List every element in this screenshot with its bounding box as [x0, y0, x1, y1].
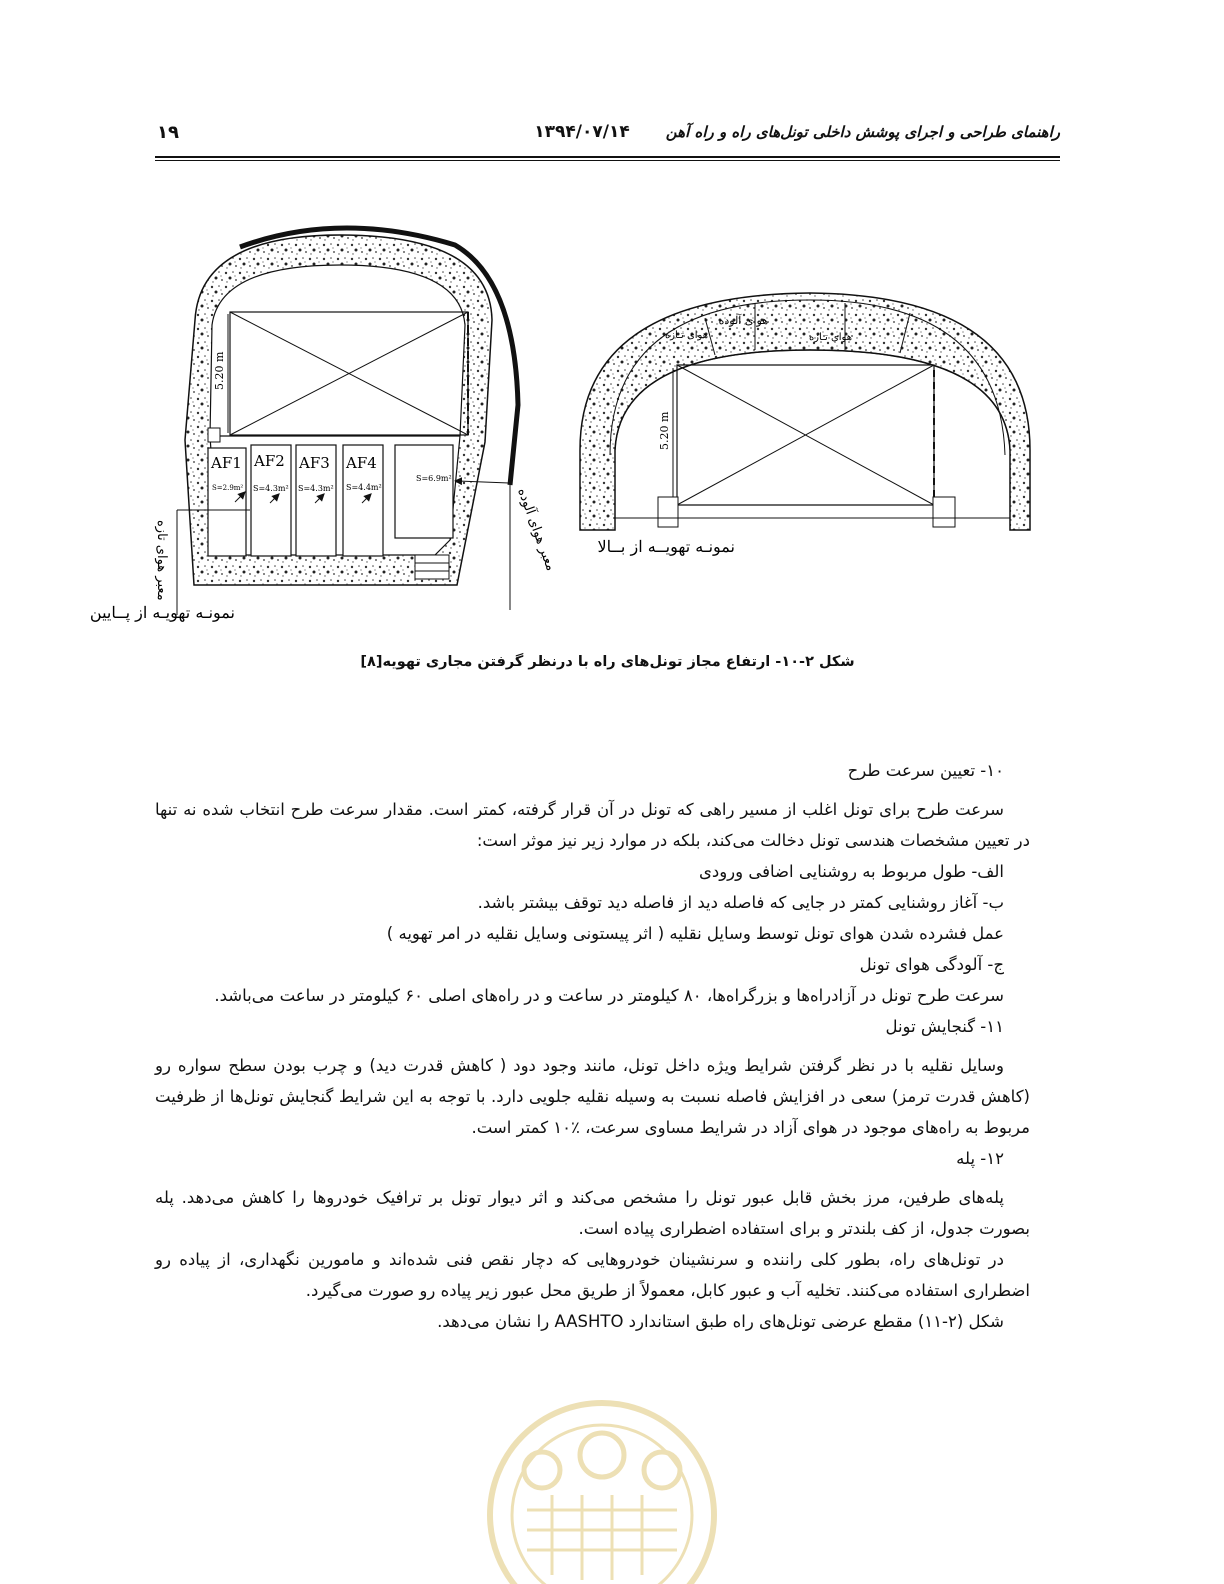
duct-af4-area: S=4.4m² [346, 483, 382, 492]
fresh-air-channel-label: معبر هوای تازه [154, 520, 169, 601]
duct-af1-label: AF1 [211, 454, 242, 472]
fresh-air-right-label: هوای تـازه [808, 332, 852, 343]
duct-af1-area: S=2.9m² [212, 484, 244, 492]
section-11-heading: ۱۱- گنجایش تونل [885, 1017, 1004, 1036]
tunnel-cross-sections [89, 200, 1060, 640]
body-text [155, 755, 1030, 1337]
header-rule [155, 156, 1060, 158]
duct-af3-label: AF3 [299, 454, 330, 472]
right-diagram-sublabel: نمونـه تهویــه از بــالا [597, 537, 735, 556]
list-item-b: ب- آغاز روشنایی کمتر در جایی که فاصله دید از فاصله دید توقف بیشتر باشد. [477, 893, 1004, 912]
section-12-paragraph-2: در تونل‌های راه، بطور کلی راننده و سرنشینان خودروهایی که دچار نقص فنی شده‌اند و مامورین نگهداری، از پیاده رو اضطراری استفاده می‌کنند. تخلیه آب و عبور کابل، معمولاً از طریق محل عبور زیر پیاده رو صورت می‌گیرد. [155, 1250, 1030, 1300]
top-ventilation-diagram [580, 293, 1030, 556]
duct-af2-label: AF2 [254, 452, 285, 470]
exhaust-area: S=6.9m² [416, 474, 452, 483]
list-item-b-continued: عمل فشرده شدن هوای تونل توسط وسایل نقلیه ( اثر پیستونی وسایل نقلیه در امر تهویه ) [386, 924, 1004, 943]
section-10-paragraph-2: سرعت طرح تونل در آزادراه‌ها و بزرگراه‌ها، ۸۰ کیلومتر در ساعت و در راه‌های اصلی ۶۰ کیلومتر در ساعت می‌باشد. [214, 986, 1004, 1005]
left-height-label: 5.20 m [213, 351, 226, 390]
section-11-paragraph: وسایل نقلیه با در نظر گرفتن شرایط ویژه داخل تونل، مانند وجود دود ( کاهش قدرت دید) و چرب بودن سطح سواره رو (کاهش قدرت ترمز) سعی در افزایش فاصله نسبت به وسیله نقلیه جلویی دارد. با توجه به این شرایط گنجایش تونل‌ها از ظرفیت مربوط به راه‌های موجود در هوای آزاد در شرایط مساوی سرعت، ٪۱۰ کمتر است. [155, 1056, 1030, 1137]
ventilation-figure [89, 200, 1060, 640]
fresh-air-left-label: هوای تـازه [664, 330, 708, 341]
right-height-label: 5.20 m [658, 411, 671, 450]
section-12-paragraph-3: شکل (۲-۱۱) مقطع عرضی تونل‌های راه طبق استاندارد AASHTO را نشان می‌دهد. [437, 1312, 1004, 1331]
list-item-c: ج- آلودگی هوای تونل [859, 955, 1004, 974]
bottom-ventilation-diagram [90, 228, 560, 622]
book-title: راهنمای طراحی و اجرای پوشش داخلی تونل‌های راه و راه آهن [665, 123, 1060, 141]
page-number: ۱۹ [157, 122, 179, 143]
duct-af2-area: S=4.3m² [253, 484, 289, 493]
section-12-heading: ۱۲- پله [956, 1149, 1004, 1168]
left-diagram-sublabel: نمونـه تهویـه از پــایین [89, 603, 235, 622]
duct-af3-area: S=4.3m² [298, 484, 334, 493]
figure-caption: شکل ۲-۱۰- ارتفاع مجاز تونل‌های راه با درنظر گرفتن مجاری تهویه[۸] [360, 654, 855, 670]
section-12-paragraph-1: پله‌های طرفین، مرز بخش قابل عبور تونل را مشخص می‌کند و اثر دیوار تونل بر ترافیک خودروها را کاهش می‌دهد. پله بصورت جدول، از کف بلندتر و برای استفاده اضطراری پیاده است. [155, 1188, 1030, 1238]
watermark-logo [482, 1395, 722, 1584]
header-rule-thin [155, 160, 1060, 161]
polluted-air-channel-label: معبر هوای آلوده [514, 486, 559, 573]
page-header [155, 118, 1060, 152]
header-date: ۱۳۹۴/۰۷/۱۴ [534, 122, 630, 142]
section-10-paragraph-1: سرعت طرح برای تونل اغلب از مسیر راهی که تونل در آن قرار گرفته، کمتر است. مقدار سرعت طرح انتخاب شده نه تنها در تعیین مشخصات هندسی تونل دخالت می‌کند، بلکه در موارد زیر نیز موثر است: [155, 800, 1030, 850]
section-10-heading: ۱۰- تعیین سرعت طرح [847, 761, 1004, 780]
duct-af4-label: AF4 [346, 454, 377, 472]
polluted-air-label: هوای آلوده [718, 314, 768, 327]
list-item-a: الف- طول مربوط به روشنایی اضافی ورودی [698, 862, 1004, 881]
